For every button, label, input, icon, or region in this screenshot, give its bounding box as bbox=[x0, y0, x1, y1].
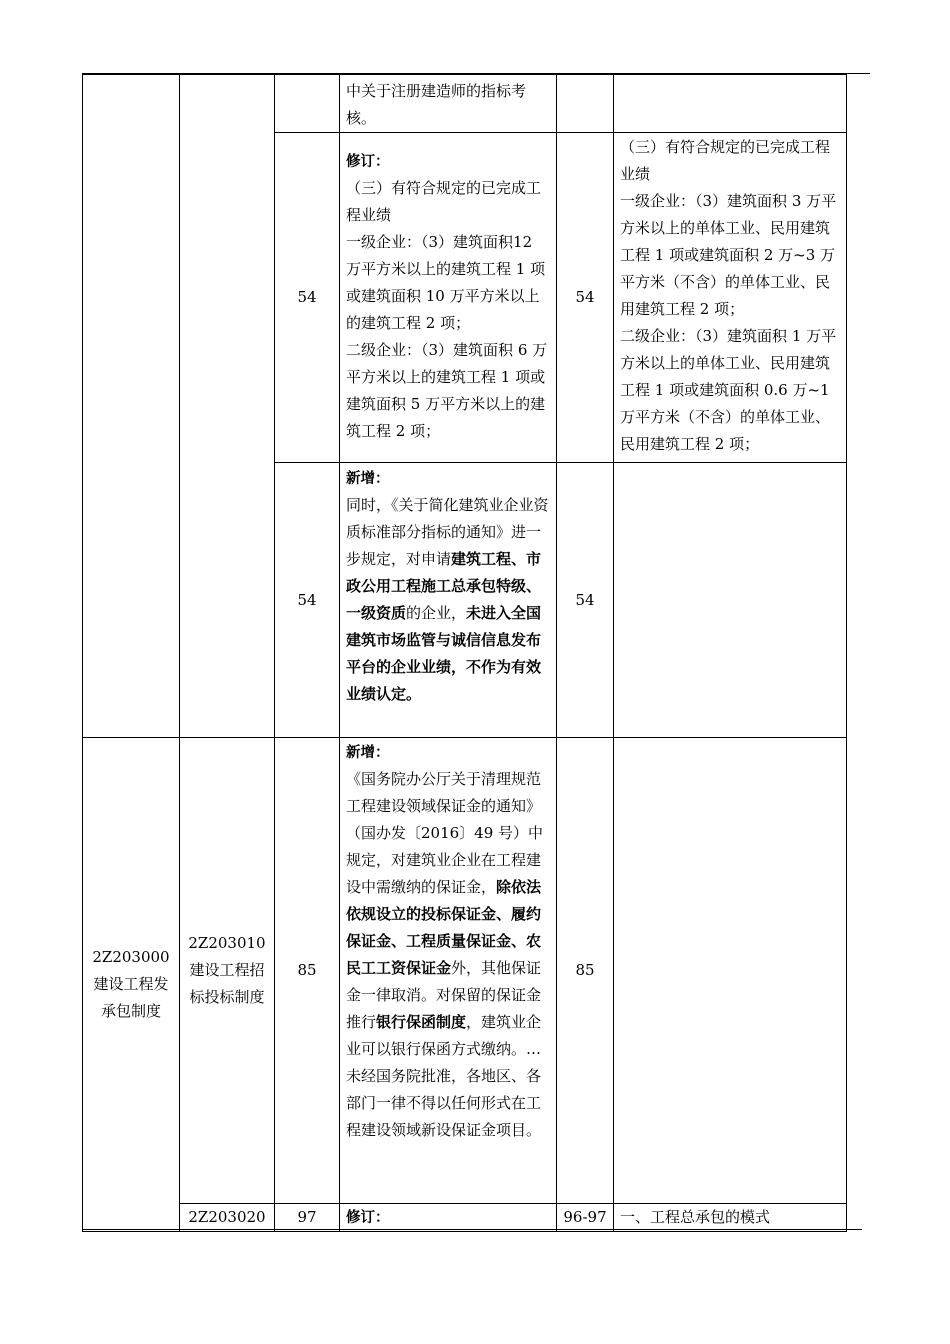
subsection-title: 建设工程招标投标制度 bbox=[189, 961, 265, 1006]
addition-label: 新增： bbox=[346, 744, 390, 761]
addition-label: 新增： bbox=[346, 470, 390, 487]
subsection-cell bbox=[180, 75, 275, 738]
emphasis-text: 除依法依规设立的投标保证金、履约保证金、工程质量保证金、农民工工资保证金 bbox=[346, 878, 542, 977]
text-run: 《国务院办公厅关于清理规范工程建设领域保证金的通知》（国办发〔2016〕49 号）中规定，对建筑业企业在工程建设中需缴纳的保证金， bbox=[346, 770, 544, 896]
text-run: 的企业， bbox=[406, 604, 467, 622]
page-cell: 54 bbox=[557, 463, 614, 738]
text-run: ，建筑业企业可以银行保函方式缴纳。…未经国务院批准，各地区、各部门一律不得以任何形式在工程建设领域新设保证金项目。 bbox=[346, 1013, 542, 1139]
original-text: 一级企业：（3）建筑面积 3 万平方米以上的单体工业、民用建筑工程 1 项或建筑面积 2 万~3 万平方米（不含）的单体工业、民用建筑工程 2 项； bbox=[620, 192, 837, 318]
change-text bbox=[346, 766, 550, 1144]
subsection-cell bbox=[180, 738, 275, 1204]
bottom-rule bbox=[82, 1229, 862, 1230]
text-run: 外，其他保证金一律取消。对保留的保证金推行 bbox=[346, 959, 542, 1031]
page-cell: 54 bbox=[557, 133, 614, 463]
change-text: （三）有符合规定的已完成工程业绩 bbox=[346, 179, 542, 224]
subsection-cell: 2Z203020 bbox=[180, 1204, 275, 1232]
original-cell bbox=[614, 133, 847, 463]
original-cell bbox=[614, 463, 847, 738]
page-cell: 85 bbox=[557, 738, 614, 1204]
text-run: 同时，《关于简化建筑业企业资质标准部分指标的通知》进一步规定，对申请 bbox=[346, 496, 549, 568]
change-text bbox=[346, 492, 550, 708]
page-cell bbox=[275, 75, 340, 133]
change-cell bbox=[340, 463, 557, 738]
original-cell bbox=[614, 738, 847, 1204]
emphasis-text: 银行保函制度 bbox=[376, 1013, 467, 1031]
original-cell bbox=[614, 1204, 847, 1232]
change-cell bbox=[340, 75, 557, 133]
change-text: 一级企业：（3）建筑面积12 万平方米以上的建筑工程 1 项或建筑面积 10 万平方米以上的建筑工程 2 项； bbox=[346, 233, 546, 332]
page-cell: 85 bbox=[275, 738, 340, 1204]
change-text: 中关于注册建造师的指标考核。 bbox=[346, 82, 527, 127]
section-cell: 2Z203000 建设工程发承包制度 bbox=[83, 738, 180, 1232]
table-row bbox=[83, 1204, 847, 1232]
page-cell: 97 bbox=[275, 1204, 340, 1232]
table-row bbox=[83, 75, 847, 133]
revision-label: 修订： bbox=[346, 153, 390, 170]
original-text: 二级企业：（3）建筑面积 1 万平方米以上的单体工业、民用建筑工程 1 项或建筑面积 0.6 万~1 万平方米（不含）的单体工业、民用建筑工程 2 项； bbox=[620, 327, 837, 453]
revision-table bbox=[82, 74, 847, 1232]
page-cell: 54 bbox=[275, 133, 340, 463]
change-cell bbox=[340, 1204, 557, 1232]
original-cell bbox=[614, 75, 847, 133]
section-cell bbox=[83, 75, 180, 738]
change-cell bbox=[340, 738, 557, 1204]
emphasis-text: 未进入全国建筑市场监管与诚信信息发布平台的企业业绩，不作为有效业绩认定。 bbox=[346, 604, 542, 703]
change-text: 二级企业：（3）建筑面积 6 万平方米以上的建筑工程 1 项或建筑面积 5 万平方米以上的建筑工程 2 项； bbox=[346, 341, 548, 440]
page-cell bbox=[557, 75, 614, 133]
original-text: 一、工程总承包的模式 bbox=[620, 1208, 771, 1226]
page-cell: 96-97 bbox=[557, 1204, 614, 1232]
original-text: （三）有符合规定的已完成工程业绩 bbox=[620, 138, 831, 183]
table-row bbox=[83, 738, 847, 1204]
change-cell bbox=[340, 133, 557, 463]
revision-label: 修订： bbox=[346, 1209, 390, 1226]
page-cell: 54 bbox=[275, 463, 340, 738]
emphasis-text: 建筑工程、市政公用工程施工总承包特级、一级资质 bbox=[346, 550, 542, 622]
subsection-code: 2Z203010 bbox=[188, 934, 266, 952]
